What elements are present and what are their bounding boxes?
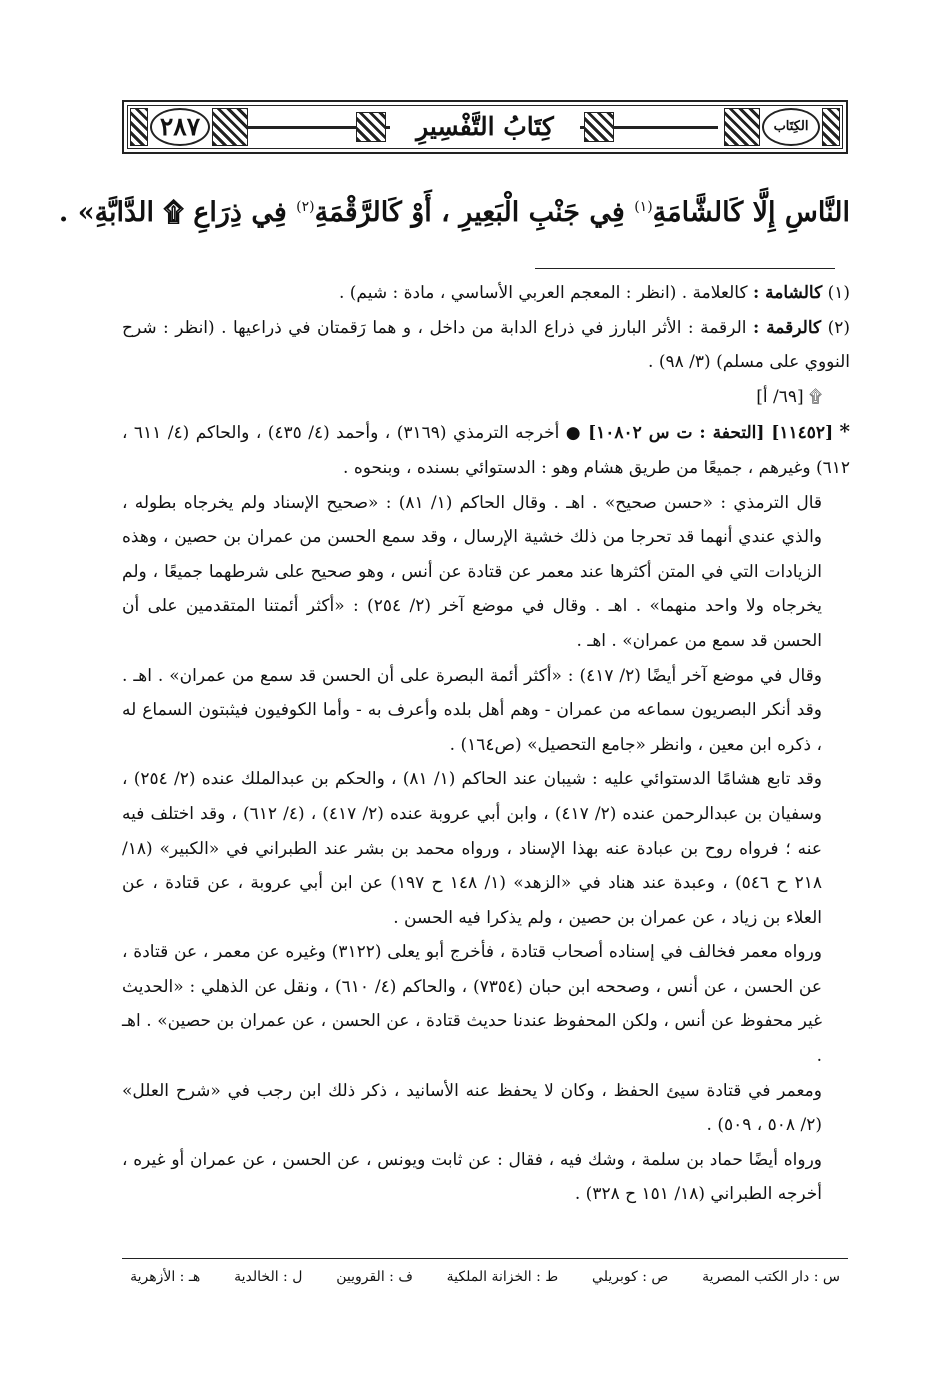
takhrij-reference: [١١٤٥٢] [التحفة : ت س ١٠٨٠٢] xyxy=(588,423,834,444)
legend-item: س : دار الكتب المصرية xyxy=(702,1269,840,1285)
header-ornament xyxy=(356,112,386,142)
manuscript-legend xyxy=(130,1264,840,1290)
bullet-icon: ● xyxy=(565,423,582,444)
takhrij-paragraph: وقد تابع هشامًا الدستوائي عليه : شيبان عند الحاكم (١/ ٨١) ، والحكم بن عبدالملك عنده (٢/ ٢٥٤) ، وسفيان بن عبدالرحمن عنده (٢/ ٤١٧) ، وابن أبي عروبة عنده (٢/ ٤١٧) ، (٤/ ٦١٢) ، وقد اختلف فيه عنه ؛ فرواه روح بن عبادة عنه بهذا الإسناد ، ورواه محمد بن بشر عند الطبراني في «الكبير» (١٨/ ٢١٨ ح ٥٤٦) ، وعبدة عند هناد في «الزهد» (١/ ١٤٨ ح ١٩٧) عن ابن أبي عروبة ، عن قتادة ، عن العلاء بن زياد ، عن عمران بن حصين ، ولم يذكرا فيه الحسن . xyxy=(122,769,823,928)
header-ornament xyxy=(212,108,248,146)
legend-item: هـ : الأزهرية xyxy=(130,1269,201,1285)
footnote xyxy=(122,311,850,380)
star-marker: * xyxy=(839,419,851,444)
book-title: كِتَابُ التَّفْسِيرِ xyxy=(390,108,580,146)
footnote-number: (١) xyxy=(827,283,850,303)
takhrij-paragraph: وقال في موضع آخر أيضًا (٢/ ٤١٧) : «أكثر أئمة البصرة على أن الحسن قد سمع من عمران» . اهـ . وقد أنكر البصريون سماعه من عمران - وهم أهل بلده وأعرف به - وأما الكوفيون فيثبتون السماع له ، ذكره ابن معين ، وانظر «جامع التحصيل» (ص١٦٤) . xyxy=(122,665,822,755)
page-header xyxy=(122,100,848,154)
legend-item: ص : كوبريلي xyxy=(592,1269,669,1285)
footnote-ref: (١) xyxy=(634,199,653,215)
folio-marker: ۩ [٦٩/ أ] xyxy=(756,386,822,407)
footnote-number: (٢) xyxy=(827,317,850,338)
legend-item: ط : الخزانة الملكية xyxy=(446,1269,559,1285)
footnote-text: الرقمة : الأثر البارز في ذراع الدابة من داخل ، و هما رَقمتان في ذراعيها . (انظر : شرح النووي على مسلم) (٣/ ٩٨) . xyxy=(122,317,850,373)
hadith-text-part: فِي جَنْبِ الْبَعِيرِ ، أَوْ كَالرَّقْمَةِ xyxy=(314,197,635,228)
header-ornament xyxy=(724,108,760,146)
takhrij-text: أخرجه الترمذي (٣١٦٩) ، وأحمد (٤/ ٤٣٥) ، والحاكم (٤/ ٦١١ ، ٦١٢) وغيرهم ، جميعًا من طريق هشام وهو : الدستوائي بسنده ، وبنحوه . xyxy=(122,423,850,478)
footer-rule xyxy=(122,1258,848,1259)
footnote xyxy=(122,276,850,311)
header-ornament xyxy=(822,108,840,146)
legend-item: ل : الخالدية xyxy=(234,1269,303,1285)
takhrij-paragraph: قال الترمذي : «حسن صحيح» . اهـ . وقال الحاكم (١/ ٨١) : «صحيح الإسناد ولم يخرجاه بطوله ، والذي عندي أنهما قد تحرجا من ذلك خشية الإرسال ، وقد سمع الحسن من عمران بن حصين ، وهذه الزيادات التي في المتن أكثرها عند معمر عن قتادة عن أنس ، وهو صحيح على شرطهما جميعًا ، ولم يخرجاه ولا واحد منهما» . اهـ . وقال في موضع آخر (٢/ ٢٥٤) : «أكثر أئمتنا المتقدمين على أن الحسن قد سمع من عمران» . اهـ . xyxy=(122,492,823,651)
hadith-text-part: النَّاسِ إِلَّا كَالشَّامَةِ xyxy=(652,197,850,228)
hadith-text xyxy=(58,188,850,238)
notes-section xyxy=(122,276,850,1212)
takhrij-intro xyxy=(122,414,850,485)
footnote-text: كالعلامة . (انظر : المعجم العربي الأساسي ، مادة : شيم) . xyxy=(338,283,753,303)
footnote-term: كالشامة : xyxy=(752,283,823,303)
legend-item: ف : القرويين xyxy=(336,1269,413,1285)
takhrij-paragraph: ورواه معمر فخالف في إسناده أصحاب قتادة ، فأخرج أبو يعلى (٣١٢٢) وغيره عن معمر ، عن قتادة ، عن الحسن ، عن أنس ، وصححه ابن حبان (٧٣٥٤) ، والحاكم (٤/ ٦١٠) ، ونقل عن الذهلي : «الحديث غير محفوظ عن أنس ، ولكن المحفوظ عندنا حديث قتادة ، عن الحسن ، عن عمران بن حصين» . اهـ . xyxy=(122,942,822,1067)
footnote-term: كالرقمة : xyxy=(752,317,822,338)
header-ornament xyxy=(584,112,614,142)
page-number: ٢٨٧ xyxy=(150,108,210,146)
header-ornament xyxy=(130,108,148,146)
takhrij-paragraph: ورواه أيضًا حماد بن سلمة ، وشك فيه ، فقال : عن ثابت ويونس ، عن الحسن ، عن عمران أو غيره ، أخرجه الطبراني (١٨/ ١٥١ ح ٣٢٨) . xyxy=(122,1149,822,1205)
hadith-text-part: فِي ذِرَاعِ ۩ الدَّابَّةِ» . xyxy=(58,197,297,228)
publisher-logo: الكِتَاب xyxy=(762,108,820,146)
footnote-ref: (٢) xyxy=(296,199,315,215)
footnote-divider xyxy=(535,268,835,269)
takhrij-paragraph: ومعمر في قتادة سيئ الحفظ ، وكان لا يحفظ عنه الأسانيد ، ذكر ذلك ابن رجب في «شرح العلل» (٢/ ٥٠٨ ، ٥٠٩) . xyxy=(122,1080,822,1136)
